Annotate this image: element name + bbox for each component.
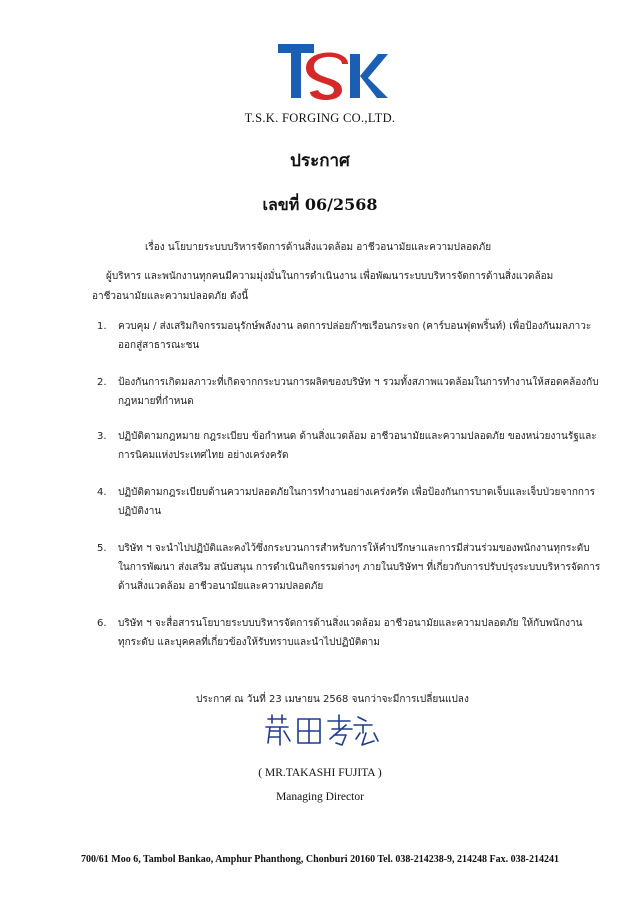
item-number: 5. bbox=[97, 543, 107, 554]
signer-title: Managing Director bbox=[276, 791, 364, 803]
announcement-number: เลขที่ 06/2568 bbox=[262, 195, 378, 214]
company-name: T.S.K. FORGING CO.,LTD. bbox=[244, 111, 396, 125]
item-line: ทุกระดับ และบุคคลที่เกี่ยวข้องให้รับทราบและนำไปปฏิบัติตาม bbox=[118, 637, 380, 648]
item-line: บริษัท ฯ จะนำไปปฏิบัติและคงไว้ซึ่งกระบวนการสำหรับการให้คำปรึกษาและการมีส่วนร่วมของพนักงานทุกระดับ bbox=[118, 543, 590, 554]
item-line: กฎหมายที่กำหนด bbox=[118, 396, 194, 407]
item-text bbox=[118, 373, 598, 411]
footer-address: 700/61 Moo 6, Tambol Bankao, Amphur Phanthong, Chonburi 20160 Tel. 038-214238-9, 214248 Fax. 038-214241 bbox=[81, 854, 559, 865]
item-number: 1. bbox=[97, 321, 107, 332]
item-number: 3. bbox=[97, 431, 107, 442]
item-line: ป้องกันการเกิดมลภาวะที่เกิดจากกระบวนการผลิตของบริษัท ฯ รวมทั้งสภาพแวดล้อมในการทำงานให้สอดคล้องกับ bbox=[118, 377, 599, 388]
item-text bbox=[118, 317, 598, 355]
item-line: ปฏิบัติงาน bbox=[118, 506, 162, 517]
intro-line-1: ผู้บริหาร และพนักงานทุกคนมีความมุ่งมั่นในการดำเนินงาน เพื่อพัฒนาระบบบริหารจัดการด้านสิ่งแวดล้อม bbox=[106, 271, 554, 282]
handwritten-signature bbox=[262, 711, 382, 749]
item-line: ในการพัฒนา ส่งเสริม สนับสนุน การดำเนินกิจกรรมต่างๆ ภายในบริษัทฯ ที่เกี่ยวกับการปรับปรุงระบบบริหารจัดการ bbox=[118, 562, 601, 573]
item-text bbox=[118, 427, 598, 465]
intro-line-2: อาชีวอนามัยและความปลอดภัย ดังนี้ bbox=[92, 291, 249, 302]
item-text bbox=[118, 483, 598, 521]
item-number: 6. bbox=[97, 618, 107, 629]
item-line: บริษัท ฯ จะสื่อสารนโยบายระบบบริหารจัดการด้านสิ่งแวดล้อม อาชีวอนามัยและความปลอดภัย ให้กับพนักงาน bbox=[118, 618, 583, 629]
company-logo bbox=[278, 38, 388, 102]
announcement-title: ประกาศ bbox=[290, 151, 350, 171]
item-line: ด้านสิ่งแวดล้อม อาชีวอนามัยและความปลอดภัย bbox=[118, 581, 324, 592]
announcement-date: ประกาศ ณ วันที่ 23 เมษายน 2568 จนกว่าจะมีการเปลี่ยนแปลง bbox=[196, 694, 469, 705]
signature-icon bbox=[262, 711, 382, 749]
item-number: 2. bbox=[97, 377, 107, 388]
item-line: การนิคมแห่งประเทศไทย อย่างเคร่งครัด bbox=[118, 450, 289, 461]
item-text bbox=[118, 539, 601, 596]
item-line: ปฏิบัติตามกฎหมาย กฎระเบียบ ข้อกำหนด ด้านสิ่งแวดล้อม อาชีวอนามัยและความปลอดภัย ของหน่วยงานรัฐและ bbox=[118, 431, 597, 442]
item-line: ปฏิบัติตามกฎระเบียบด้านความปลอดภัยในการทำงานอย่างเคร่งครัด เพื่อป้องกันการบาดเจ็บและเจ็บป่วยจากการ bbox=[118, 487, 595, 498]
intro-paragraph bbox=[92, 267, 592, 307]
item-line: ออกสู่สาธารณะชน bbox=[118, 340, 200, 351]
tsk-logo-mark bbox=[278, 38, 388, 102]
subject-line: เรื่อง นโยบายระบบบริหารจัดการด้านสิ่งแวดล้อม อาชีวอนามัยและความปลอดภัย bbox=[145, 242, 492, 253]
item-text bbox=[118, 614, 598, 652]
signer-name: ( MR.TAKASHI FUJITA ) bbox=[258, 767, 382, 779]
item-line: ควบคุม / ส่งเสริมกิจกรรมอนุรักษ์พลังงาน ลดการปล่อยก๊าซเรือนกระจก (คาร์บอนฟุตพริ้นท์) เพื่อป้องกันมลภาวะ bbox=[118, 321, 592, 332]
item-number: 4. bbox=[97, 487, 107, 498]
